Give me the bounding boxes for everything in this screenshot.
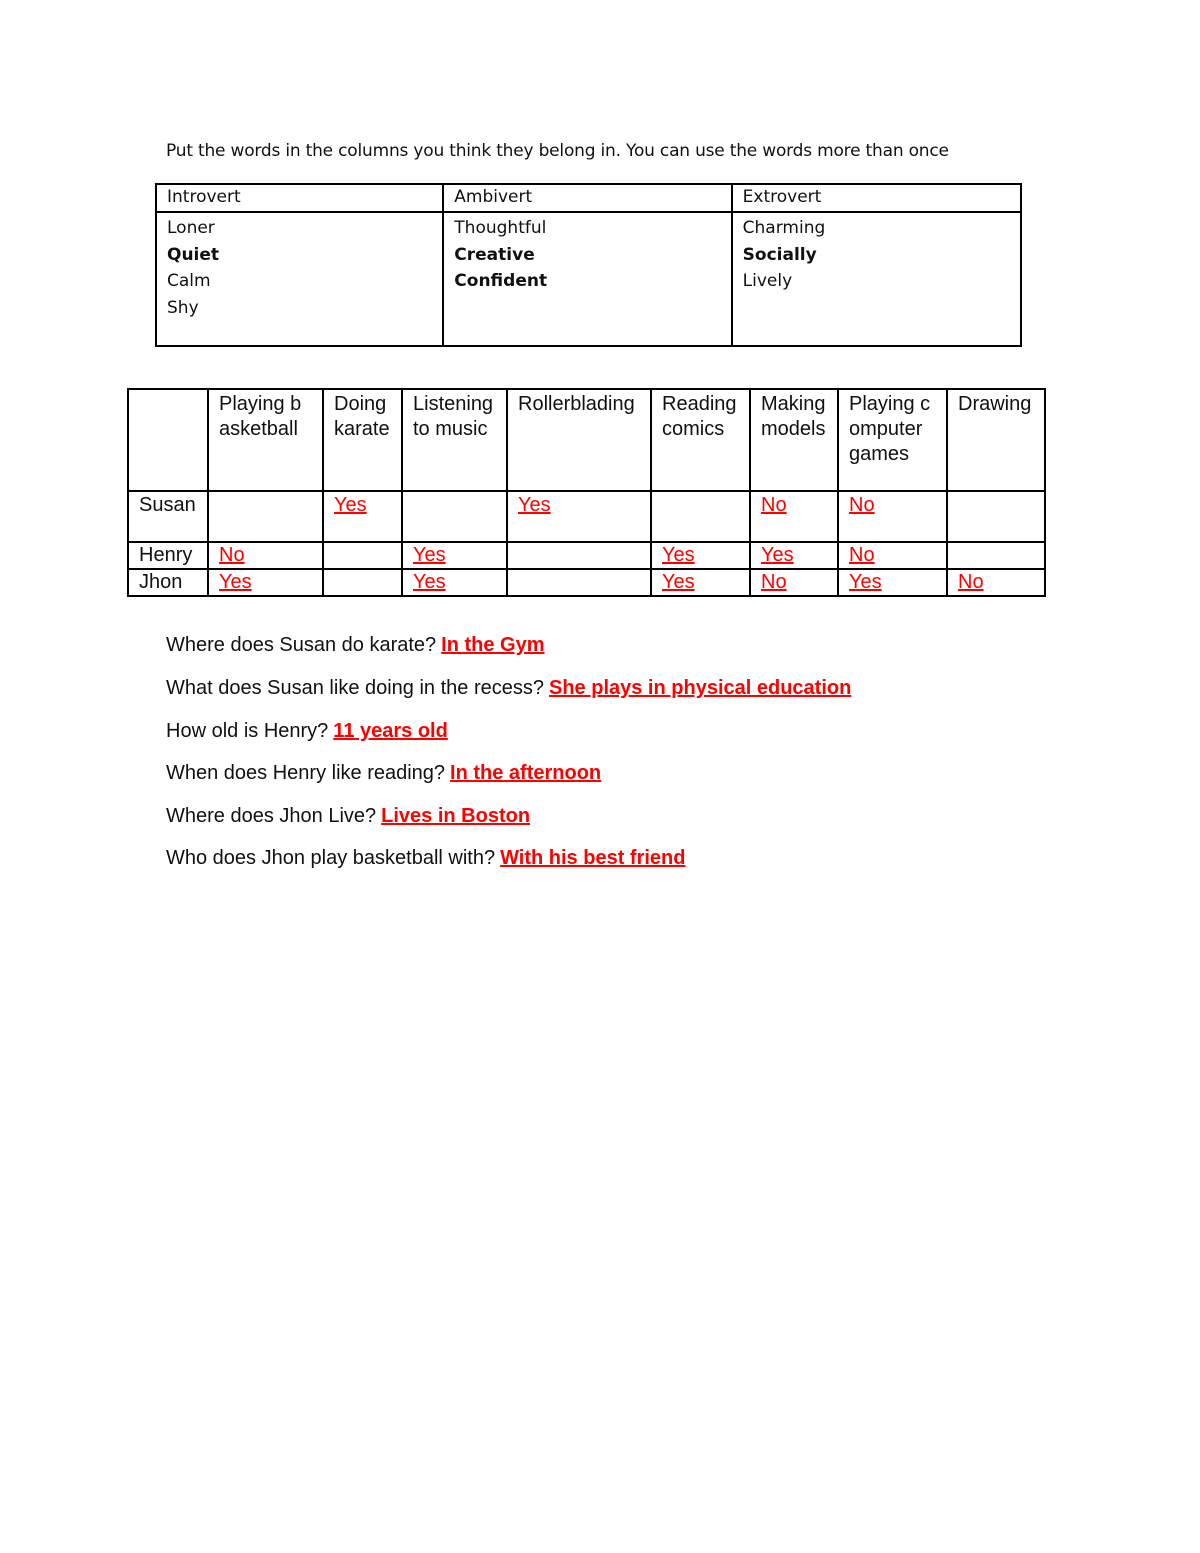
answer-cell <box>507 569 651 596</box>
answer-cell <box>208 491 323 542</box>
answer-cell <box>323 569 402 596</box>
extrovert-words <box>732 212 1021 346</box>
table-row <box>128 491 1045 542</box>
header-reading-comics: Reading comics <box>651 389 750 491</box>
ambivert-words <box>443 212 731 346</box>
question-text: How old is Henry? <box>166 720 329 742</box>
word-sort-table <box>155 183 1022 347</box>
question-text: Where does Jhon Live? <box>166 805 377 827</box>
answer-cell <box>651 491 750 542</box>
corner-cell <box>128 389 208 491</box>
row-name-jhon: Jhon <box>128 569 208 596</box>
answer-text: With his best friend <box>500 847 686 869</box>
answer-text: In the Gym <box>441 634 545 656</box>
answer-cell: Yes <box>507 491 651 542</box>
answer-cell: No <box>947 569 1045 596</box>
word: Loner <box>167 218 215 238</box>
answer-cell: No <box>838 542 947 569</box>
word: Shy <box>167 297 199 318</box>
question-line <box>166 677 851 700</box>
question-line <box>166 762 601 785</box>
introvert-words <box>156 212 443 346</box>
answer-cell: No <box>750 491 838 542</box>
question-line <box>166 720 448 743</box>
answer-cell: Yes <box>750 542 838 569</box>
word: Lively <box>742 271 793 291</box>
header-rollerblading: Rollerblading <box>507 389 651 491</box>
answer-cell: Yes <box>651 569 750 596</box>
question-text: What does Susan like doing in the recess? <box>166 677 544 699</box>
word: Creative <box>454 244 535 265</box>
word: Socially <box>742 244 817 265</box>
word: Charming <box>742 218 826 238</box>
answer-text: 11 years old <box>333 720 448 742</box>
question-text: When does Henry like reading? <box>166 762 446 784</box>
instruction-text: Put the words in the columns you think they belong in. You can use the words more than once <box>166 141 949 161</box>
answer-cell <box>507 542 651 569</box>
answer-cell: Yes <box>402 569 507 596</box>
word: Calm <box>167 271 211 291</box>
header-introvert: Introvert <box>156 184 443 212</box>
header-playing-basketball: Playing basketball <box>208 389 323 491</box>
header-extrovert: Extrovert <box>732 184 1021 212</box>
word: Quiet <box>167 244 220 265</box>
answer-cell: Yes <box>402 542 507 569</box>
header-drawing: Drawing <box>947 389 1045 491</box>
question-text: Where does Susan do karate? <box>166 634 437 656</box>
row-name-susan: Susan <box>128 491 208 542</box>
header-listening-to-music: Listening to music <box>402 389 507 491</box>
header-ambivert: Ambivert <box>443 184 731 212</box>
question-text: Who does Jhon play basketball with? <box>166 847 496 869</box>
answer-text: She plays in physical education <box>549 677 852 699</box>
answer-cell <box>402 491 507 542</box>
answer-cell: Yes <box>838 569 947 596</box>
word: Confident <box>454 271 548 291</box>
answer-cell: No <box>750 569 838 596</box>
answer-cell: Yes <box>208 569 323 596</box>
question-line <box>166 847 685 870</box>
table-row <box>128 569 1045 596</box>
header-playing-computer-games: Playing computer games <box>838 389 947 491</box>
answer-cell: No <box>838 491 947 542</box>
activity-table <box>127 388 1046 597</box>
answer-cell <box>947 542 1045 569</box>
question-line <box>166 634 545 657</box>
row-name-henry: Henry <box>128 542 208 569</box>
question-line <box>166 805 530 828</box>
header-doing-karate: Doing karate <box>323 389 402 491</box>
table-row <box>128 542 1045 569</box>
answer-cell: No <box>208 542 323 569</box>
answer-cell: Yes <box>651 542 750 569</box>
answer-text: Lives in Boston <box>381 805 531 827</box>
answer-cell <box>947 491 1045 542</box>
answer-cell: Yes <box>323 491 402 542</box>
answer-cell <box>323 542 402 569</box>
answer-text: In the afternoon <box>450 762 602 784</box>
header-making-models: Making models <box>750 389 838 491</box>
word: Thoughtful <box>454 218 547 238</box>
